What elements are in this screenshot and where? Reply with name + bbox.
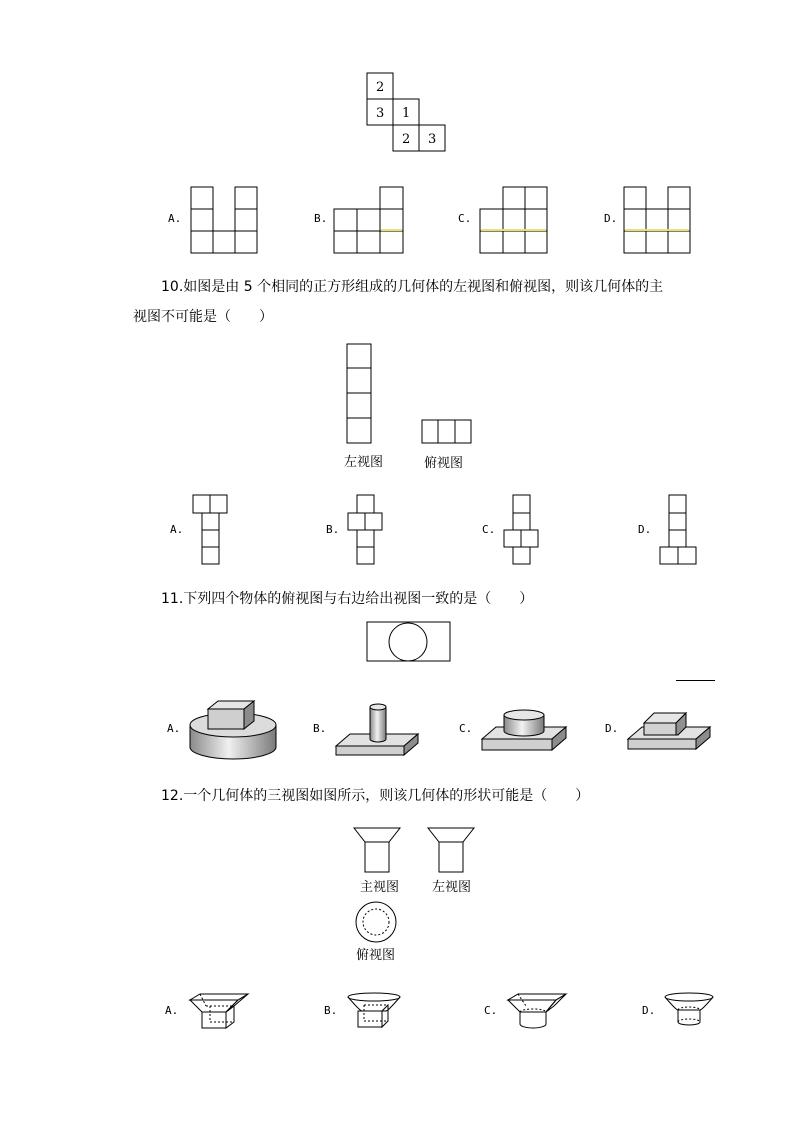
net-cell-5: 3 [428,132,437,147]
q10-option-d-label[interactable]: D. [638,523,652,536]
q9-option-a-figure[interactable] [190,186,260,256]
q10-top-view-figure [421,419,473,445]
q10-option-a-figure[interactable] [192,494,230,568]
q11-option-c-label[interactable]: C. [459,722,473,735]
q12-front-view-figure [353,827,403,877]
q11-reference-view-figure [366,621,452,663]
q12-option-a-label[interactable]: A. [165,1004,179,1017]
q10-top-view-label: 俯视图 [424,456,464,471]
q9-option-c-label[interactable]: C. [458,212,472,225]
q10-option-c-figure[interactable] [503,494,541,568]
q10-left-view-figure [346,343,372,445]
q9-option-b-figure[interactable] [333,186,405,256]
q11-option-b-figure[interactable] [334,703,420,759]
q12-option-d-figure[interactable] [664,992,716,1032]
q9-option-a-label[interactable]: A. [168,212,182,225]
q12-option-a-figure[interactable] [188,992,250,1032]
q12-option-b-figure[interactable] [346,991,402,1031]
q12-left-view-label: 左视图 [432,880,472,895]
q12-top-view-figure [355,901,399,945]
q10-option-b-label[interactable]: B. [326,523,340,536]
q10-option-b-figure[interactable] [347,494,385,568]
q11-option-a-figure[interactable] [188,695,278,765]
net-cell-4: 2 [402,132,411,147]
q12-text-line1: 12.一个几何体的三视图如图所示，则该几何体的形状可能是（ ） [161,788,590,804]
q12-option-d-label[interactable]: D. [642,1004,656,1017]
q12-left-view-figure [427,827,477,877]
cube-net-figure [366,72,448,154]
q10-option-c-label[interactable]: C. [482,523,496,536]
q9-option-b-label[interactable]: B. [314,212,328,225]
q12-option-c-label[interactable]: C. [484,1004,498,1017]
net-cell-2: 3 [376,106,385,121]
q11-option-d-figure[interactable] [626,709,712,753]
q12-top-view-label: 俯视图 [356,948,396,963]
q9-option-d-label[interactable]: D. [604,212,618,225]
q11-option-b-label[interactable]: B. [313,722,327,735]
q12-option-c-figure[interactable] [506,992,568,1034]
underline-mark [676,680,715,681]
q11-option-d-label[interactable]: D. [605,722,619,735]
q10-text-line1: 10.如图是由 5 个相同的正方形组成的几何体的左视图和俯视图，则该几何体的主 [161,279,664,295]
q9-option-c-figure[interactable] [479,186,551,256]
q10-option-a-label[interactable]: A. [170,523,184,536]
q10-text-line2: 视图不可能是（ ） [133,309,273,325]
q11-text-line1: 11.下列四个物体的俯视图与右边给出视图一致的是（ ） [161,591,534,607]
q9-option-d-figure[interactable] [623,186,695,256]
q10-option-d-figure[interactable] [658,494,698,568]
q11-option-c-figure[interactable] [480,707,568,755]
net-cell-1: 2 [376,80,385,95]
net-cell-3: 1 [402,106,411,121]
q11-option-a-label[interactable]: A. [167,722,181,735]
q12-front-view-label: 主视图 [360,880,400,895]
q10-left-view-label: 左视图 [344,455,384,470]
q12-option-b-label[interactable]: B. [324,1004,338,1017]
